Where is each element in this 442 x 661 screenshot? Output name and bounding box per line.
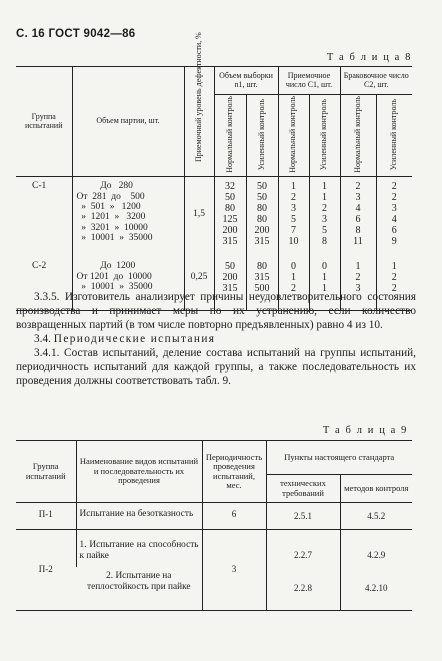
table8-caption: Т а б л и ц а 8 <box>326 52 412 63</box>
t8-lot-cell: До 1200 От 1201 до 10000 » 10001 » 35000 <box>72 255 184 311</box>
t8-head-accept-normal: Нормальный контроль <box>278 95 309 177</box>
t8-sample-tight: 50 50 80 80 200 315 <box>246 177 278 256</box>
t8-reject-normal: 2 3 4 6 8 11 <box>340 177 376 256</box>
t9-methods: 4.5.2 <box>340 503 412 530</box>
t9-item: 1. Испытание на способность к пайке <box>76 529 202 567</box>
t8-head-lot: Объем партии, шт. <box>72 67 184 177</box>
t8-accept-normal: 0 1 2 <box>278 255 309 311</box>
t8-head-reject: Браковочное число C2, шт. <box>340 67 412 95</box>
t8-head-sample: Объем выборки n1, шт. <box>214 67 278 95</box>
t8-accept-tight: 0 1 1 <box>309 255 340 311</box>
t8-sample-normal: 50 200 315 <box>214 255 246 311</box>
t8-head-accept: Приемочное число C1, шт. <box>278 67 340 95</box>
t8-head-group: Группа испытаний <box>16 67 72 177</box>
t8-head-reject-normal: Нормальный контроль <box>340 95 376 177</box>
t9-head-period: Периодичность проведения испытаний, мес. <box>202 441 266 503</box>
t8-head-sample-tight: Усиленный контроль <box>246 95 278 177</box>
section-title: Периодические испытания <box>53 333 216 345</box>
t8-reject-tight: 1 2 2 <box>376 255 412 311</box>
t8-head-defect: Приемочный уровень дефектности, % <box>184 67 214 177</box>
t9-period: 6 <box>202 503 266 530</box>
t8-sample-normal: 32 50 80 125 200 315 <box>214 177 246 256</box>
t9-item: Испытание на безотказность <box>76 503 202 530</box>
t9-methods: 4.2.9 <box>340 529 412 567</box>
t9-head-points: Пункты настоящего стандарта <box>266 441 412 475</box>
table-row <box>16 503 412 530</box>
t8-sample-tight: 80 315 500 <box>246 255 278 311</box>
t8-head-accept-tight: Усиленный контроль <box>309 95 340 177</box>
page-header: С. 16 ГОСТ 9042—86 <box>16 28 136 40</box>
t8-group-name: С-1 <box>32 181 47 192</box>
t9-head-methods: методов контроля <box>340 475 412 503</box>
t8-defect-cell: 1,5 <box>184 177 214 256</box>
t9-methods: 4.2.10 <box>340 567 412 611</box>
t8-head-reject-tight: Усиленный контроль <box>376 95 412 177</box>
t8-head-sample-normal: Нормальный контроль <box>214 95 246 177</box>
t9-tech: 2.2.8 <box>266 567 340 611</box>
section-number: 3.4. <box>34 333 54 345</box>
paragraph-3-4-1: 3.4.1. Состав испытаний, деление состава испытаний на группы испытаний, периодичность испытаний для каждой группы, а также последовательность их проведения должны соответствовать табл. 9. <box>16 347 416 388</box>
table9 <box>16 440 412 611</box>
table9-caption: Т а б л и ц а 9 <box>322 425 408 436</box>
t9-tech: 2.2.7 <box>266 529 340 567</box>
t9-head-group: Группа испытаний <box>16 441 76 503</box>
t8-group-row <box>16 177 412 256</box>
t9-group: П-1 <box>16 503 76 530</box>
t8-reject-normal: 1 2 3 <box>340 255 376 311</box>
t8-accept-normal: 1 2 3 5 7 10 <box>278 177 309 256</box>
t9-head-tech: технических требований <box>266 475 340 503</box>
t8-defect-cell: 0,25 <box>184 255 214 311</box>
t9-head-name: Наименование видов испытаний и последовательность их проведения <box>76 441 202 503</box>
t9-tech: 2.5.1 <box>266 503 340 530</box>
t9-item: 2. Испытание на теплостойкость при пайке <box>87 570 191 593</box>
t8-lot-cell: До 280 От 281 до 500 » 501 » 1200 » 1201 » 3200 » 3201 » 10000 » 10001 » 35000 <box>72 177 184 256</box>
t8-accept-tight: 1 1 2 3 5 8 <box>309 177 340 256</box>
t8-group-name: С-2 <box>32 261 47 272</box>
t8-reject-tight: 2 2 3 4 6 9 <box>376 177 412 256</box>
paragraph-3-3-5: 3.3.5. Изготовитель анализирует причины неудовлетворительного состояния производства и принимает меры по их устранению, если количество возвращенных партий (в том числе повторно предъявленных) равно 4 из 10. <box>16 291 416 332</box>
t9-period: 3 <box>202 529 266 610</box>
section-3-4-heading <box>16 332 416 346</box>
t9-group: П-2 <box>38 564 53 575</box>
table-row <box>16 529 412 567</box>
